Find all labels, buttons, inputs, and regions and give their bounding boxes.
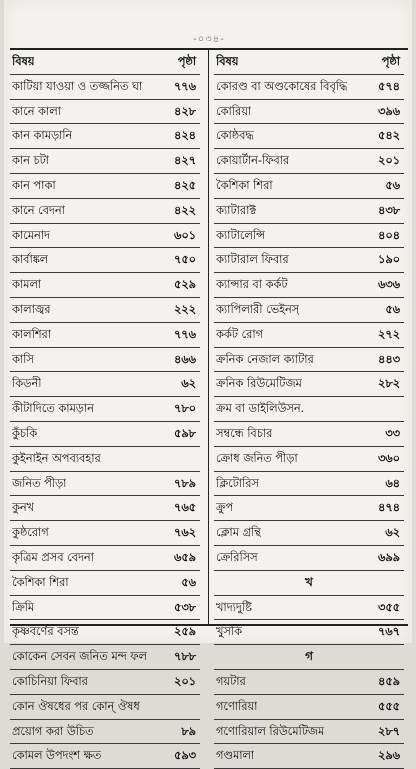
index-entry — [214, 397, 404, 422]
right-header — [214, 50, 404, 75]
entry-term: কালাজ্বর — [12, 302, 51, 316]
index-entry — [10, 596, 200, 621]
entry-term: কীটাদিতে কামড়ান — [12, 402, 94, 416]
entry-page-number: ৭৬৫ — [173, 501, 196, 515]
entry-page-number: ৬৪ — [385, 476, 400, 490]
index-entry — [10, 100, 200, 125]
left-column — [10, 50, 200, 769]
entry-page-number: ৬২ — [385, 526, 400, 540]
index-entry — [214, 571, 404, 596]
entry-term: কোন ঔষধের পর কোন্‌ ঔষধ — [12, 699, 140, 713]
index-entry — [214, 372, 404, 397]
entry-term: কাসি — [12, 352, 34, 366]
entry-term: ক্যাটারাক্ট — [216, 203, 257, 217]
entry-term: ক্রিমি — [12, 600, 35, 614]
index-entry — [10, 397, 200, 422]
entry-term: ক্রম বা ডাইলিউসন. — [216, 402, 305, 416]
index-entry — [214, 75, 404, 100]
entry-page-number: ২৭২ — [377, 327, 400, 341]
index-entry — [214, 100, 404, 125]
entry-term: কার্বাঙ্কল — [12, 253, 49, 267]
entry-term: কান কামড়ানি — [12, 129, 73, 143]
index-entry — [10, 124, 200, 149]
entry-page-number: ৭৮৮ — [173, 650, 196, 664]
entry-page-number: ৫৬ — [385, 302, 400, 316]
entry-term: ক্রুপ — [216, 501, 234, 515]
entry-term: কান পাকা — [12, 178, 56, 192]
entry-page-number: ৫৯৮ — [174, 426, 196, 440]
index-entry — [10, 348, 200, 373]
left-entries — [10, 75, 200, 769]
section-letter: গ — [305, 649, 313, 664]
entry-term: খাদ্যদুষ্টি — [216, 600, 252, 614]
entry-page-number: ২৮৭ — [377, 724, 400, 738]
entry-page-number: ২৯৬ — [377, 749, 400, 763]
entry-page-number: ৩৩ — [385, 426, 400, 440]
index-entry — [214, 124, 404, 149]
entry-page-number: ৫৬ — [181, 575, 196, 589]
index-entry — [214, 248, 404, 273]
index-entry — [214, 348, 404, 373]
entry-page-number: ৫৩৮ — [173, 600, 196, 614]
entry-term: কোষ্ঠবদ্ধ — [216, 129, 254, 143]
entry-page-number: ৬০১ — [173, 228, 196, 242]
entry-page-number: ৬৩৬ — [377, 278, 400, 292]
entry-term: প্রয়োগ করা উচিত — [12, 724, 94, 738]
entry-term: জনিত পীড়া — [12, 476, 67, 490]
entry-term: ক্যাটালেন্সি — [216, 228, 265, 242]
entry-page-number: ৭৫০ — [173, 253, 196, 267]
index-entry — [10, 496, 200, 521]
entry-term: খুসকি — [216, 625, 243, 639]
column-divider — [208, 50, 209, 624]
entry-term: কুনখ — [12, 501, 35, 515]
entry-page-number: ৪২৮ — [173, 104, 196, 118]
right-column — [214, 50, 404, 769]
index-entry — [10, 447, 200, 472]
right-page-heading: পৃষ্ঠা — [381, 55, 400, 68]
index-entry — [214, 496, 404, 521]
entry-page-number: ৫৪২ — [377, 129, 400, 143]
entry-page-number: ৪৩৮ — [377, 203, 400, 217]
index-entry — [214, 521, 404, 546]
entry-page-number: ৪৪৩ — [377, 352, 400, 366]
entry-term: কুষ্ঠরোগ — [12, 526, 49, 540]
entry-page-number: ৪২৫ — [173, 178, 196, 192]
entry-term: কুইনাইন অপব্যবহার — [12, 451, 101, 465]
entry-term: গণোরিয়া — [216, 699, 258, 713]
index-entry — [214, 645, 404, 670]
index-entry — [10, 695, 200, 720]
left-subject-heading: বিষয় — [12, 55, 35, 68]
entry-term: ক্যাপিলারী ভেইনস্‌ — [216, 302, 300, 316]
entry-page-number: ২২২ — [173, 302, 196, 316]
entry-term: কৃত্রিম প্রসব বেদনা — [12, 550, 94, 564]
entry-page-number: ৪৫৯ — [378, 674, 400, 688]
entry-page-number: ৭৬২ — [173, 526, 196, 540]
index-entry — [10, 744, 200, 769]
entry-page-number: ৭৭৬ — [173, 327, 196, 341]
entry-page-number: ৩৫৫ — [377, 600, 400, 614]
entry-term: কামেনাদ — [12, 228, 50, 242]
index-entry — [10, 645, 200, 670]
entry-term: কোকেন সেবন জনিত মন্দ ফল — [12, 650, 147, 664]
index-entry — [214, 224, 404, 249]
index-entry — [214, 422, 404, 447]
entry-page-number: ১৯০ — [377, 253, 400, 267]
entry-page-number: ৭৭৬ — [173, 79, 196, 93]
entry-term: সম্বন্ধে বিচার — [216, 426, 273, 440]
entry-term: কৈশিকা শিরা — [216, 178, 273, 192]
index-entry — [214, 695, 404, 720]
entry-page-number: ৪৭৪ — [377, 501, 400, 515]
entry-page-number: ৫৯৩ — [173, 749, 196, 763]
entry-term: ক্লোম গ্রন্থি — [216, 526, 261, 540]
entry-term: কৈশিকা শিরা — [12, 575, 69, 589]
left-header — [10, 50, 200, 75]
index-entry — [10, 273, 200, 298]
entry-term: কুঁচকি — [12, 426, 38, 440]
entry-page-number: ২৮২ — [377, 377, 400, 391]
entry-term: কোয়ার্টান-ফিবার — [216, 154, 290, 168]
entry-term: গয়টার — [216, 674, 246, 688]
entry-page-number: ৪২৭ — [173, 154, 196, 168]
entry-page-number: ৭৮৯ — [173, 476, 196, 490]
entry-term: কাটিয়া যাওয়া ও তজ্জনিত ঘা — [12, 79, 143, 93]
entry-page-number: ৬৫৯ — [173, 550, 196, 564]
index-entry — [10, 248, 200, 273]
index-entry — [10, 422, 200, 447]
index-entry — [10, 75, 200, 100]
entry-page-number: ৫৫৫ — [378, 699, 400, 713]
entry-page-number: ৪৬৬ — [173, 352, 196, 366]
index-entry — [10, 720, 200, 745]
entry-term: কানে কালা — [12, 104, 61, 118]
index-entry — [214, 596, 404, 621]
index-entry — [214, 174, 404, 199]
entry-page-number: ২০১ — [173, 674, 196, 688]
section-letter: খ — [305, 574, 313, 589]
entry-page-number: ৫২৯ — [173, 278, 196, 292]
right-entries — [214, 75, 404, 769]
entry-page-number: ৫৬ — [385, 178, 400, 192]
entry-term: কিডনী — [12, 377, 42, 391]
index-entry — [214, 472, 404, 497]
entry-term: ক্লিটোরিস — [216, 476, 259, 490]
index-entry — [10, 546, 200, 571]
entry-term: ক্রনিক নেজাল ক্যাটার — [216, 352, 314, 366]
entry-page-number: ৮৯ — [181, 724, 196, 738]
entry-term: ক্রেরিসিস — [216, 550, 258, 564]
entry-page-number: ৩৬০ — [377, 451, 400, 465]
index-entry — [10, 199, 200, 224]
entry-page-number: ৬৯৯ — [377, 550, 400, 564]
index-page — [4, 0, 412, 763]
index-entry — [214, 323, 404, 348]
index-entry — [10, 670, 200, 695]
entry-term: কালশিরা — [12, 327, 52, 341]
index-entry — [214, 744, 404, 769]
entry-page-number: ২৫৯ — [173, 625, 196, 639]
index-entry — [214, 149, 404, 174]
index-entry — [10, 224, 200, 249]
entry-term: কান চটা — [12, 154, 50, 168]
entry-term: কোরণ্ড বা অণ্ডকোষের বিবৃদ্ধি — [216, 79, 348, 93]
index-entry — [10, 521, 200, 546]
entry-term: ক্রোধ জনিত পীড়া — [216, 451, 298, 465]
index-entry — [10, 149, 200, 174]
entry-term: ক্যান্সার বা কর্কট — [216, 278, 288, 292]
left-page-heading: পৃষ্ঠা — [177, 55, 196, 68]
index-entry — [10, 372, 200, 397]
index-entry — [214, 273, 404, 298]
entry-term: কর্কট রোগ — [216, 327, 264, 341]
index-entry — [214, 670, 404, 695]
index-entry — [214, 298, 404, 323]
index-entry — [214, 720, 404, 745]
entry-term: গণ্ডমালা — [216, 749, 255, 763]
entry-term: কোচিনিয়া ফিবার — [12, 674, 88, 688]
entry-term: ক্রনিক রিউমেটিজম — [216, 377, 302, 391]
index-entry — [214, 199, 404, 224]
entry-term: গণোরিয়াল রিউমেটিজম — [216, 724, 325, 738]
entry-term: কোরিয়া — [216, 104, 252, 118]
index-entry — [10, 323, 200, 348]
entry-term: ক্যাটারাল ফিবার — [216, 253, 289, 267]
entry-page-number: ৬২ — [181, 377, 196, 391]
entry-term: কানে বেদনা — [12, 203, 65, 217]
entry-page-number: ৩৯৬ — [377, 104, 400, 118]
entry-term: কৃষ্ণবর্ণের বসন্ত — [12, 625, 79, 639]
entry-page-number: ৫৭৪ — [377, 79, 400, 93]
entry-term: কোমল উপদংশ ক্ষত — [12, 749, 102, 763]
index-entry — [10, 472, 200, 497]
index-entry — [214, 620, 404, 645]
entry-term: কামলা — [12, 278, 42, 292]
entry-page-number: ৭৬৭ — [377, 625, 400, 639]
entry-page-number: ৪২২ — [173, 203, 196, 217]
index-entry — [10, 298, 200, 323]
index-entry — [214, 546, 404, 571]
index-entry — [214, 447, 404, 472]
index-entry — [10, 620, 200, 645]
index-entry — [10, 571, 200, 596]
entry-page-number: ৪২৪ — [173, 129, 196, 143]
entry-page-number: ২০১ — [377, 154, 400, 168]
entry-page-number: ৪০৪ — [377, 228, 400, 242]
index-entry — [10, 174, 200, 199]
entry-page-number: ৭৮০ — [173, 402, 196, 416]
page-folio: -০৩৪- — [193, 34, 225, 45]
right-subject-heading: বিষয় — [216, 55, 239, 68]
